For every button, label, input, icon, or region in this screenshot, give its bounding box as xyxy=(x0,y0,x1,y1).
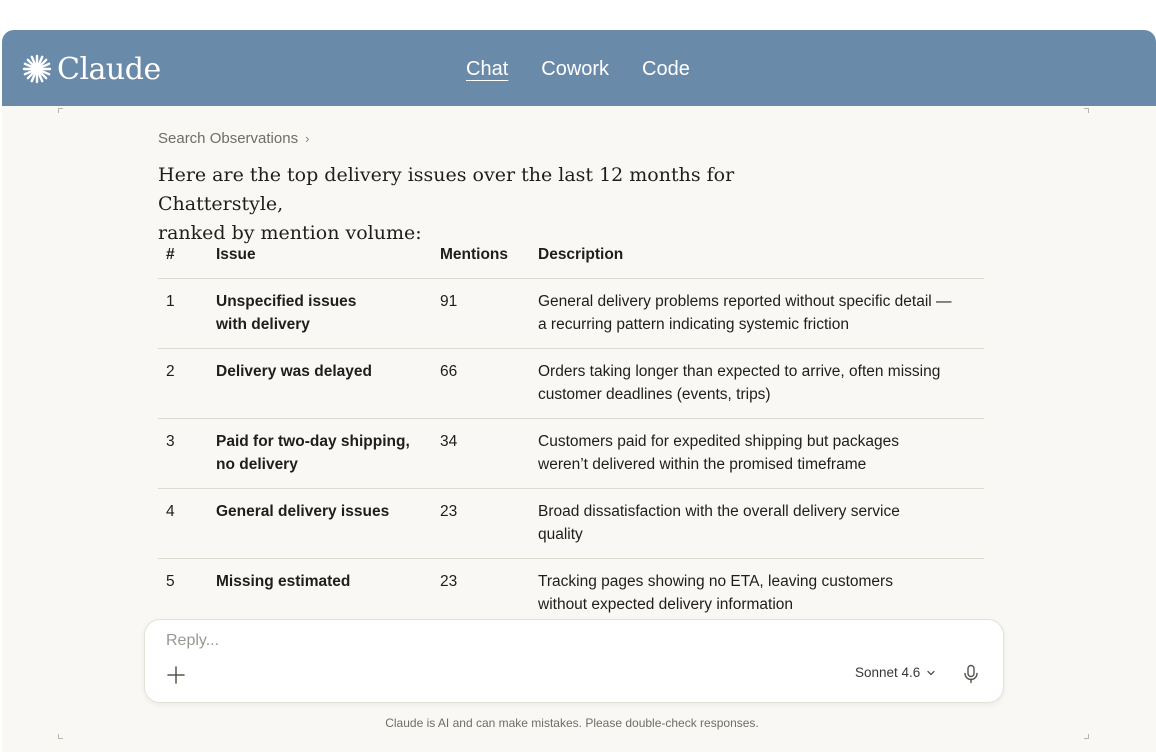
claude-sunburst-icon xyxy=(22,54,52,84)
cell-description xyxy=(538,279,984,349)
message-line: ranked by mention volume: xyxy=(158,222,422,244)
description-text: Tracking pages showing no ETA, leaving customers xyxy=(538,573,893,590)
cell-mentions: 23 xyxy=(440,573,458,590)
cell-description xyxy=(538,559,984,629)
table-row xyxy=(158,489,984,559)
reply-composer xyxy=(144,619,1004,703)
chevron-down-icon xyxy=(926,668,936,678)
issue-text: General delivery issues xyxy=(216,503,390,520)
main-nav xyxy=(466,56,723,82)
nav-chat[interactable]: Chat xyxy=(466,58,509,80)
microphone-icon[interactable] xyxy=(960,663,982,685)
description-text: Broad dissatisfaction with the overall delivery service xyxy=(538,503,900,520)
frame-corner xyxy=(1084,734,1089,739)
issue-text: no delivery xyxy=(216,456,298,473)
issues-table xyxy=(158,236,984,628)
plus-icon[interactable] xyxy=(165,664,187,686)
issue-text: with delivery xyxy=(216,316,310,333)
assistant-message xyxy=(158,161,838,248)
frame-corner xyxy=(58,734,63,739)
nav-cowork[interactable]: Cowork xyxy=(541,58,610,80)
cell-num: 5 xyxy=(166,573,175,590)
cell-mentions: 66 xyxy=(440,349,538,419)
description-text: weren’t delivered within the promised timeframe xyxy=(538,456,867,473)
cell-num: 1 xyxy=(158,279,216,349)
table-row xyxy=(158,559,984,629)
cell-issue xyxy=(216,349,440,419)
cell-num: 4 xyxy=(158,489,216,559)
chevron-right-icon: › xyxy=(305,131,310,146)
cell-mentions: 23 xyxy=(440,489,538,559)
frame-corner xyxy=(58,108,63,113)
description-text: Orders taking longer than expected to arrive, often missing xyxy=(538,363,941,380)
table-row xyxy=(158,419,984,489)
cell-num: 3 xyxy=(158,419,216,489)
cell-mentions: 34 xyxy=(440,419,538,489)
header-mentions: Mentions xyxy=(440,236,538,279)
disclaimer: Claude is AI and can make mistakes. Please double-check responses. xyxy=(385,716,759,730)
cell-description xyxy=(538,419,984,489)
table-row xyxy=(158,279,984,349)
table-row xyxy=(158,349,984,419)
issue-text: Missing estimated xyxy=(216,573,351,590)
model-name: Sonnet 4.6 xyxy=(855,665,921,680)
app-window xyxy=(2,30,1156,752)
cell-issue xyxy=(216,559,440,629)
description-text: without expected delivery information xyxy=(538,596,794,613)
description-text: a recurring pattern indicating systemic friction xyxy=(538,316,849,333)
issue-text: Paid for two-day shipping, xyxy=(216,433,410,450)
logo[interactable] xyxy=(22,50,161,88)
logo-text: Claude xyxy=(57,51,161,87)
description-text: Customers paid for expedited shipping but packages xyxy=(538,433,900,450)
cell-issue xyxy=(216,489,440,559)
table-header-row xyxy=(158,236,984,279)
description-text: General delivery problems reported without specific detail — xyxy=(538,293,952,310)
header-num: # xyxy=(158,236,216,279)
model-selector[interactable] xyxy=(855,665,936,680)
message-line: Here are the top delivery issues over the last 12 months for Chatterstyle, xyxy=(158,164,735,215)
description-text: customer deadlines (events, trips) xyxy=(538,386,771,403)
header-description: Description xyxy=(538,236,984,279)
cell-description xyxy=(538,489,984,559)
breadcrumb-label: Search Observations xyxy=(158,130,299,147)
frame-corner xyxy=(1084,108,1089,113)
reply-input[interactable] xyxy=(166,630,766,652)
top-bar xyxy=(2,30,1156,106)
description-text: quality xyxy=(538,526,583,543)
cell-description xyxy=(538,349,984,419)
cell-issue xyxy=(216,419,440,489)
breadcrumb[interactable] xyxy=(158,130,309,147)
cell-issue xyxy=(216,279,440,349)
header-issue: Issue xyxy=(216,236,440,279)
issue-text: Unspecified issues xyxy=(216,293,357,310)
nav-code[interactable]: Code xyxy=(642,58,690,80)
cell-num: 2 xyxy=(158,349,216,419)
cell-mentions: 91 xyxy=(440,279,538,349)
issue-text: Delivery was delayed xyxy=(216,363,372,380)
